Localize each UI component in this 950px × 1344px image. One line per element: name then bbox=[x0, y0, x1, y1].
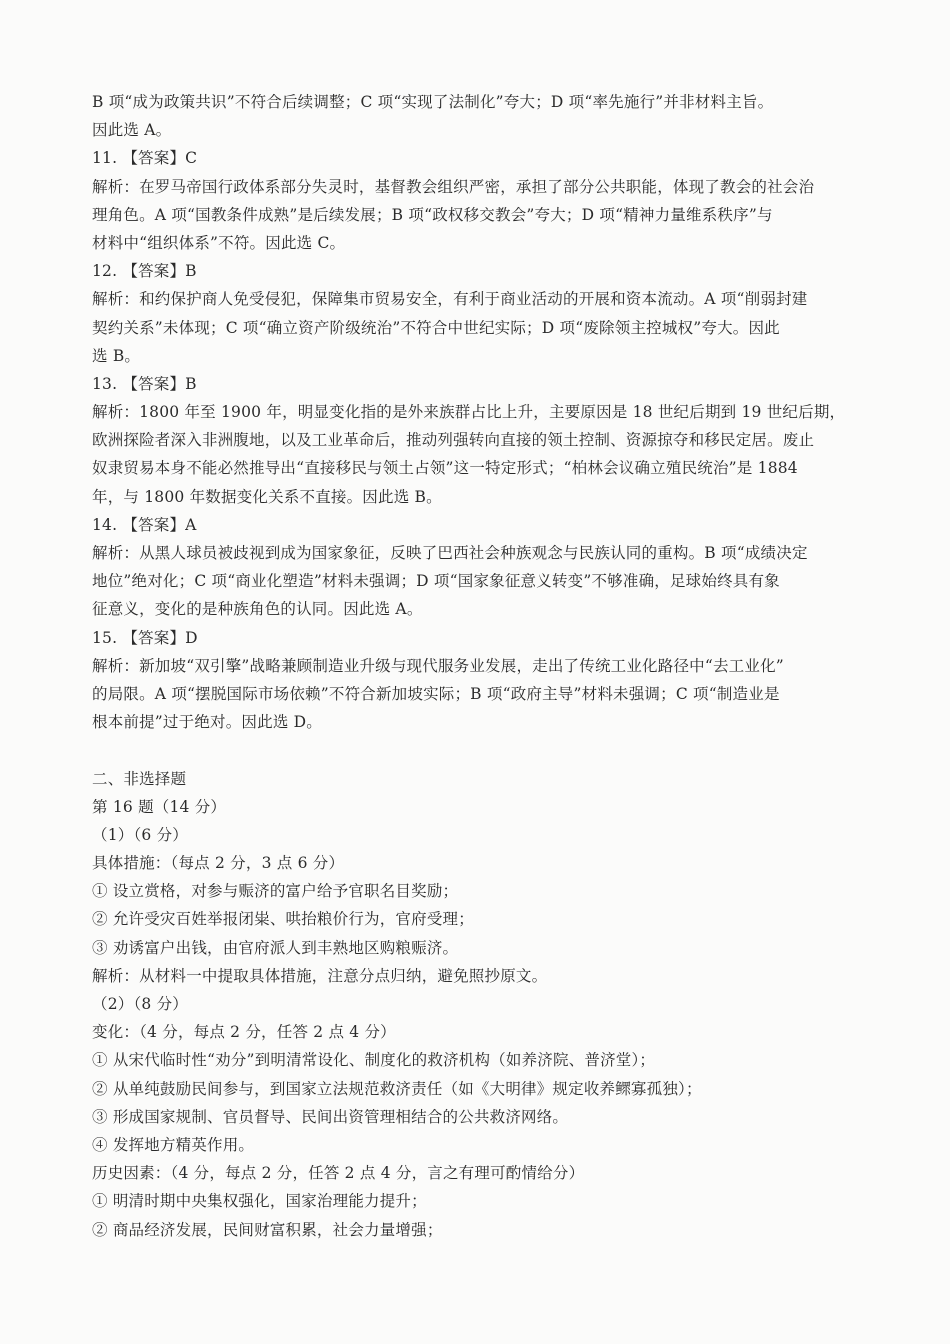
list-item: ③ 形成国家规制、官员督导、民间出资管理相结合的公共救济网络。 bbox=[92, 1107, 569, 1126]
text-line: B 项“成为政策共识”不符合后续调整；C 项“实现了法制化”夸大；D 项“率先施行”并非材料主旨。 bbox=[92, 93, 774, 111]
sub-question-heading: （2）（8 分） bbox=[92, 995, 189, 1013]
list-item: ① 设立赏格，对参与赈济的富户给予官职名目奖励； bbox=[92, 882, 459, 901]
text-line: 征意义，变化的是种族角色的认同。因此选 A。 bbox=[92, 600, 423, 619]
text-line: 具体措施：（每点 2 分，3 点 6 分） bbox=[92, 854, 345, 873]
text-line: 契约关系”未体现；C 项“确立资产阶级统治”不符合中世纪实际；D 项“废除领主控城权”夸大。因此 bbox=[92, 318, 780, 337]
question-heading: 第 16 题（14 分） bbox=[92, 797, 227, 816]
text-line: 因此选 A。 bbox=[92, 121, 172, 140]
list-item: ③ 劝诱富户出钱，由官府派人到丰熟地区购粮赈济。 bbox=[92, 938, 459, 957]
sub-question-heading: （1）（6 分） bbox=[92, 825, 189, 844]
text-line: 根本前提”过于绝对。因此选 D。 bbox=[92, 713, 322, 732]
text-line: 选 B。 bbox=[92, 346, 141, 365]
text-line: 材料中“组织体系”不符。因此选 C。 bbox=[92, 233, 346, 252]
text-line: 解析：从材料一中提取具体措施，注意分点归纳，避免照抄原文。 bbox=[92, 966, 548, 985]
text-line: 解析：在罗马帝国行政体系部分失灵时，基督教会组织严密，承担了部分公共职能，体现了教会的社会治 bbox=[92, 177, 815, 196]
answer-heading-11: 11. 【答案】C bbox=[92, 149, 198, 168]
text-line: 历史因素：（4 分，每点 2 分，任答 2 点 4 分，言之有理可酌情给分） bbox=[92, 1164, 585, 1183]
text-line: 地位”绝对化；C 项“商业化塑造”材料未强调；D 项“国家象征意义转变”不够准确，足球始终具有象 bbox=[92, 572, 780, 591]
text-line: 欧洲探险者深入非洲腹地，以及工业革命后，推动列强转向直接的领土控制、资源掠夺和移民定居。废止 bbox=[92, 431, 815, 450]
section-heading: 二、非选择题 bbox=[92, 769, 187, 788]
answer-heading-13: 13. 【答案】B bbox=[92, 374, 197, 393]
answer-heading-12: 12. 【答案】B bbox=[92, 262, 197, 281]
list-item: ① 明清时期中央集权强化，国家治理能力提升； bbox=[92, 1192, 427, 1211]
section-gap bbox=[92, 736, 867, 764]
list-item: ② 商品经济发展，民间财富积累，社会力量增强； bbox=[92, 1220, 443, 1239]
text-line: 解析：新加坡“双引擎”战略兼顾制造业升级与现代服务业发展，走出了传统工业化路径中“去工业化” bbox=[92, 656, 784, 675]
list-item: ② 从单纯鼓励民间参与，到国家立法规范救济责任（如《大明律》规定收养鳏寡孤独）； bbox=[92, 1079, 702, 1098]
text-line: 的局限。A 项“摆脱国际市场依赖”不符合新加坡实际；B 项“政府主导”材料未强调；C 项“制造业是 bbox=[92, 684, 780, 703]
answer-text-block bbox=[92, 88, 867, 1244]
text-line: 理角色。A 项“国教条件成熟”是后续发展；B 项“政权移交教会”夸大；D 项“精神力量维系秩序”与 bbox=[92, 205, 773, 224]
list-item: ④ 发挥地方精英作用。 bbox=[92, 1135, 255, 1154]
text-line: 解析：1800 年至 1900 年，明显变化指的是外来族群占比上升，主要原因是 18 世纪后期到 19 世纪后期， bbox=[92, 403, 846, 422]
list-item: ② 允许受灾百姓举报闭粜、哄抬粮价行为，官府受理； bbox=[92, 910, 474, 929]
text-line: 奴隶贸易本身不能必然推导出“直接移民与领土占领”这一特定形式；“柏林会议确立殖民统治”是 1884 bbox=[92, 459, 798, 478]
text-line: 解析：从黑人球员被歧视到成为国家象征，反映了巴西社会种族观念与民族认同的重构。B 项“成绩决定 bbox=[92, 544, 808, 562]
answer-heading-14: 14. 【答案】A bbox=[92, 515, 197, 534]
text-line: 变化：（4 分，每点 2 分，任答 2 点 4 分） bbox=[92, 1023, 396, 1042]
list-item: ① 从宋代临时性“劝分”到明清常设化、制度化的救济机构（如养济院、普济堂）； bbox=[92, 1051, 656, 1070]
answer-heading-15: 15. 【答案】D bbox=[92, 628, 198, 647]
text-line: 年，与 1800 年数据变化关系不直接。因此选 B。 bbox=[92, 487, 442, 506]
text-line: 解析：和约保护商人免受侵犯，保障集市贸易安全，有利于商业活动的开展和资本流动。A 项“削弱封建 bbox=[92, 290, 808, 309]
